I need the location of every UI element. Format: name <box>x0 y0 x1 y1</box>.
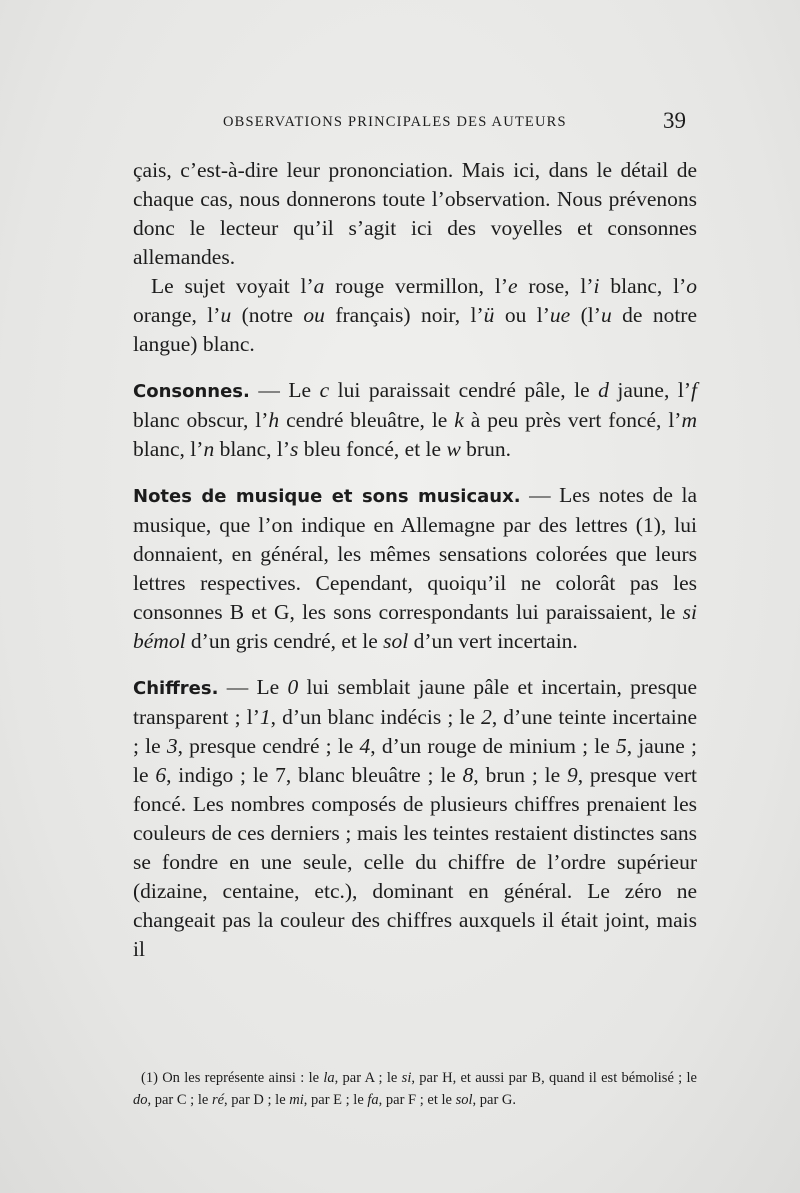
italic-digit: 4 <box>359 734 371 758</box>
paragraph-vowels <box>133 272 697 359</box>
text-run: — Le <box>218 675 288 699</box>
text-run: çais, c’est-à-dire leur prononciation. Mais ici, dans le détail de chaque cas, nous donnerons toute l’observation. Nous prévenons donc le lecteur qu’il s’agit ici des voyelles et consonnes allemandes. <box>133 158 697 269</box>
italic-word: sol <box>455 1092 473 1108</box>
italic-word: mi <box>289 1092 304 1108</box>
italic-word: ré <box>211 1092 225 1108</box>
text-run: , indigo ; le 7, blanc bleuâtre ; le <box>166 763 463 787</box>
text-run: rouge vermillon, l’ <box>324 274 508 298</box>
running-head: OBSERVATIONS PRINCIPALES DES AUTEURS <box>223 114 567 130</box>
footnote <box>133 1067 697 1111</box>
text-run: ou l’ <box>494 303 550 327</box>
text-run: bleu foncé, et le <box>298 437 447 461</box>
text-run: , d’une teinte incertaine ; le <box>133 705 697 758</box>
text-run: , par C ; le <box>147 1092 212 1108</box>
body-text <box>133 156 697 964</box>
text-run: , par D ; le <box>224 1092 290 1108</box>
text-run: rose, l’ <box>517 274 594 298</box>
text-run: (l’ <box>570 303 601 327</box>
italic-letter: d <box>598 378 609 402</box>
text-run: blanc, l’ <box>214 437 291 461</box>
text-run: blanc obscur, l’ <box>133 408 269 432</box>
paragraph-numbers <box>133 673 697 964</box>
italic-letter: m <box>681 408 697 432</box>
italic-letter: s <box>290 437 299 461</box>
italic-letter: c <box>319 378 330 402</box>
italic-letter: n <box>203 437 215 461</box>
text-run: , par E ; le <box>303 1092 368 1108</box>
italic-digit: 6 <box>155 763 167 787</box>
text-run: Le sujet voyait l’ <box>151 274 314 298</box>
italic-word: la <box>323 1070 335 1086</box>
footnote-text <box>133 1067 697 1111</box>
text-run: , presque cendré ; le <box>177 734 360 758</box>
text-run: — Les notes de la musique, que l’on indique en Allemagne par des lettres (1), lui donnaient, en général, les mêmes sensations colorées que leurs lettres respectives. Cependant, quoiqu’il ne colorât pas les consonnes B et G, les sons correspondants lui paraissaient, le <box>133 483 697 624</box>
section-title-numbers: Chiffres. <box>133 678 219 699</box>
italic-letter: u <box>600 303 612 327</box>
text-run: , par H, et aussi par B, quand il est bémolisé ; le <box>411 1070 697 1086</box>
text-run: cendré bleuâtre, le <box>279 408 455 432</box>
italic-digit: 9 <box>566 763 578 787</box>
text-run: français) noir, l’ <box>324 303 484 327</box>
italic-letter: h <box>268 408 280 432</box>
italic-letter: ue <box>549 303 571 327</box>
text-run: , presque vert foncé. Les nombres composés de plusieurs chiffres prenaient les couleurs de ces derniers ; mais les teintes restaient distinctes sans se fondre en une seule, celle du chiffre de l’ordre supérieur (dizaine, centaine, etc.), dominant en général. Le zéro ne changeait pas la couleur des chiffres auxquels il était joint, mais il <box>133 763 697 961</box>
italic-digit: 5 <box>615 734 627 758</box>
page-number: 39 <box>663 108 686 133</box>
italic-digit: 0 <box>287 675 299 699</box>
text-run: d’un vert incertain. <box>408 629 578 653</box>
italic-letter: e <box>507 274 518 298</box>
italic-letter: a <box>313 274 325 298</box>
paragraph-consonants <box>133 376 697 464</box>
italic-word: fa <box>367 1092 379 1108</box>
section-title-consonants: Consonnes. <box>133 381 250 402</box>
paragraph-music <box>133 481 697 656</box>
text-run: (notre <box>231 303 304 327</box>
text-run: , par F ; et le <box>378 1092 456 1108</box>
italic-letter: k <box>454 408 464 432</box>
text-run: , par A ; le <box>334 1070 402 1086</box>
text-run: lui paraissait cendré pâle, le <box>329 378 599 402</box>
italic-word: ou <box>303 303 325 327</box>
italic-letter: ü <box>483 303 495 327</box>
italic-word: do <box>133 1092 148 1108</box>
page-header <box>133 108 686 138</box>
section-title-music: Notes de musique et sons musicaux. <box>133 486 521 507</box>
italic-word: si bémol <box>133 600 697 653</box>
text-run: blanc, l’ <box>599 274 687 298</box>
italic-digit: 1 <box>259 705 271 729</box>
italic-digit: 8 <box>462 763 474 787</box>
text-run: blanc, l’ <box>133 437 204 461</box>
italic-word: si <box>401 1070 412 1086</box>
italic-digit: 2 <box>481 705 492 729</box>
text-run: , d’un rouge de minium ; le <box>370 734 616 758</box>
text-run: jaune, l’ <box>608 378 691 402</box>
text-run: brun. <box>460 437 511 461</box>
text-run: orange, l’ <box>133 303 221 327</box>
paragraph-continuation <box>133 156 697 272</box>
text-run: , par G. <box>472 1092 517 1108</box>
text-run: (1) On les représente ainsi : le <box>141 1070 324 1086</box>
italic-digit: 3 <box>166 734 178 758</box>
text-run: de notre langue) blanc. <box>133 303 698 356</box>
text-run: lui semblait jaune pâle et incertain, presque transparent ; l’ <box>133 675 697 729</box>
text-run: , brun ; le <box>473 763 567 787</box>
text-run: , jaune ; le <box>133 734 697 787</box>
text-run: — Le <box>249 378 320 402</box>
italic-word: sol <box>383 629 409 653</box>
text-run: à peu près vert foncé, l’ <box>463 408 682 432</box>
italic-letter: o <box>686 274 698 298</box>
italic-letter: u <box>220 303 232 327</box>
italic-letter: f <box>691 378 697 402</box>
text-run: d’un gris cendré, et le <box>185 629 384 653</box>
italic-letter: w <box>446 437 461 461</box>
italic-letter: i <box>593 274 600 298</box>
text-run: , d’un blanc indécis ; le <box>270 705 482 729</box>
